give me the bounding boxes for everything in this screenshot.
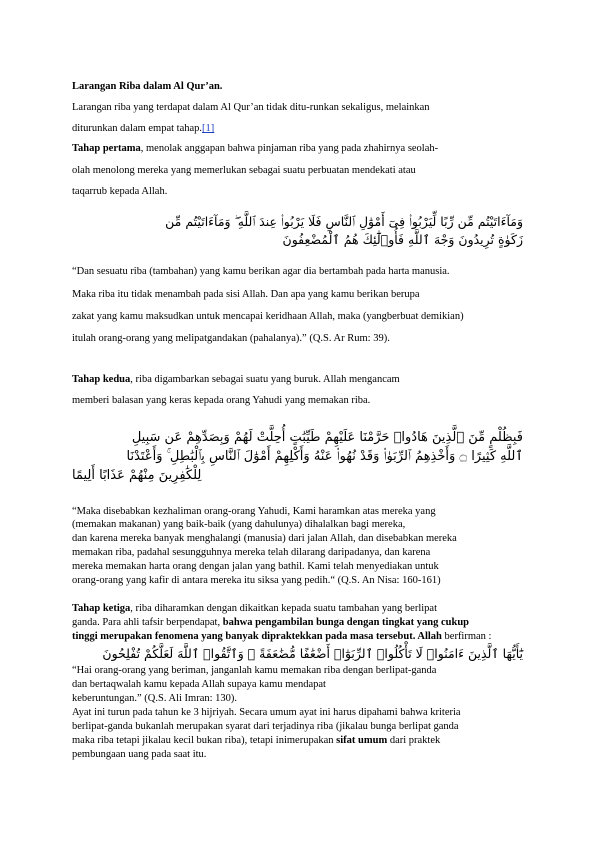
stage2-translation-line-4: memakan riba, padahal sesungguhnya mereka telah dilarang daripadanya, dan karena	[72, 547, 431, 558]
stage3-line-3-b: berfirman :	[441, 631, 492, 642]
stage1-translation-line-4: itulah orang-orang yang melipatgandakan (pahalanya).” (Q.S. Ar Rum: 39).	[72, 333, 390, 344]
stage1-arabic-line-2: زَكَوٰةٍ تُرِيدُونَ وَجْهَ ٱللَّهِ فَأُو۟لَٰٓئِكَ هُمُ ٱلْمُضْعِفُونَ	[282, 232, 523, 247]
stage2-translation-line-6: orang-orang yang kafir di antara mereka itu siksa yang pedih.“ (Q.S. An Nisa: 160-161)	[72, 575, 441, 586]
stage3-after-bold: dari praktek	[387, 735, 441, 746]
stage1-translation-line-2: Maka riba itu tidak menambah pada sisi Allah. Dan apa yang kamu berikan berupa	[72, 289, 420, 300]
stage3-translation-line-1: “Hai orang-orang yang beriman, janganlah kamu memakan riba dengan berlipat-ganda	[72, 665, 437, 676]
heading-text: Larangan Riba dalam Al Qur’an.	[72, 81, 223, 92]
stage2-line-1	[72, 373, 400, 386]
stage3-translation-line-4: Ayat ini turun pada tahun ke 3 hijriyah. Secara umum ayat ini harus dipahami bahwa kriteria	[72, 707, 461, 718]
stage3-line-2-a: ganda. Para ahli tafsir berpendapat,	[72, 617, 223, 628]
stage1-line-3: taqarrub kepada Allah.	[72, 186, 168, 197]
stage3-arabic-line-1: يَٰٓأَيُّهَا ٱلَّذِينَ ءَامَنُوا۟ لَا تَأْكُلُوا۟ ٱلرِّبَوٰٓا۟ أَضْعَٰفًا مُّضَٰعَفَةً ۖ وَٱتَّقُوا۟ ٱللَّهَ لَعَلَّكُمْ تُفْلِحُونَ	[102, 646, 523, 661]
stage2-translation-line-3: dan karena mereka banyak menghalangi (manusia) dari jalan Allah, dan disebabkan mereka	[72, 533, 457, 544]
stage3-line-3-bold: tinggi merupakan fenomena yang banyak dipraktekkan pada masa tersebut. Allah	[72, 631, 442, 642]
stage3-translation-line-5: berlipat-ganda bukanlah merupakan syarat dari terjadinya riba (jikalau bunga berlipat ganda	[72, 721, 459, 732]
stage3-line-2	[72, 616, 469, 629]
stage3-translation-line-6	[72, 734, 440, 747]
stage2-line-1-rest: , riba digambarkan sebagai suatu yang buruk. Allah mengancam	[130, 374, 400, 385]
stage3-last-line: pembungaan uang pada saat itu.	[72, 749, 207, 760]
footnote-link[interactable]: [1]	[202, 123, 215, 134]
stage1-line-1-rest: , menolak anggapan bahwa pinjaman riba yang pada zhahirnya seolah-	[140, 143, 439, 154]
stage3-translation-line-2: dan bertaqwalah kamu kepada Allah supaya kamu mendapat	[72, 679, 326, 690]
stage3-translation-line-6-text: maka riba tetapi jikalau kecil bukan riba), tetapi inimerupakan	[72, 735, 337, 746]
stage2-translation-line-5: mereka memakan harta orang dengan jalan yang bathil. Kami telah menyediakan untuk	[72, 561, 439, 572]
stage1-label: Tahap pertama	[72, 143, 141, 154]
stage3-line-3	[72, 630, 491, 643]
stage3-line-2-bold: bahwa pengambilan bunga dengan tingkat yang cukup	[222, 617, 469, 628]
intro-line-2-text: diturunkan dalam empat tahap.	[72, 123, 203, 134]
stage2-arabic-line-3: لِلْكَٰفِرِينَ مِنْهُمْ عَذَابًا أَلِيمًا	[72, 468, 202, 483]
stage1-line-1	[72, 142, 438, 155]
intro-line-2	[72, 122, 214, 135]
stage3-line-1-rest: , riba diharamkan dengan dikaitkan kepada suatu tambahan yang berlipat	[130, 603, 437, 614]
stage2-label: Tahap kedua	[72, 374, 131, 385]
stage3-line-1	[72, 602, 437, 615]
stage1-translation-line-3: zakat yang kamu maksudkan untuk mencapai keridhaan Allah, maka (yangberbuat demikian)	[72, 311, 464, 322]
stage2-line-2: memberi balasan yang keras kepada orang Yahudi yang memakan riba.	[72, 395, 371, 406]
stage1-translation-line-1: “Dan sesuatu riba (tambahan) yang kamu berikan agar dia bertambah pada harta manusia.	[72, 266, 450, 277]
stage3-translation-line-3: keberuntungan.” (Q.S. Ali Imran: 130).	[72, 693, 238, 704]
stage3-bold-phrase: sifat umum	[336, 735, 388, 746]
stage2-translation-line-1: “Maka disebabkan kezhaliman orang-orang Yahudi, Kami haramkan atas mereka yang	[72, 506, 436, 517]
stage2-arabic-line-1: فَبِظُلْمٍ مِّنَ ٱلَّذِينَ هَادُوا۟ حَرَّمْنَا عَلَيْهِمْ طَيِّبَٰتٍ أُحِلَّتْ لَهُمْ وَبِصَدِّهِمْ عَن سَبِيلِ	[131, 430, 523, 445]
intro-line-1: Larangan riba yang terdapat dalam Al Qur’an tidak ditu-runkan sekaligus, melainkan	[72, 102, 430, 113]
stage3-label: Tahap ketiga	[72, 603, 131, 614]
stage2-translation-line-2: (memakan makanan) yang baik-baik (yang dahulunya) dihalalkan bagi mereka,	[72, 519, 406, 530]
stage2-arabic-line-2: ٱللَّهِ كَثِيرًا ۝ وَأَخْذِهِمُ ٱلرِّبَوٰا۟ وَقَدْ نُهُوا۟ عَنْهُ وَأَكْلِهِمْ أَمْوَٰلَ ٱلنَّاسِ بِٱلْبَٰطِلِ ۚ وَأَعْتَدْنَا	[126, 449, 523, 464]
section-heading	[72, 80, 222, 93]
stage1-arabic-line-1: وَمَآءَاتَيْتُم مِّن رِّبًا لِّيَرْبُوا۟ فِىٓ أَمْوَٰلِ ٱلنَّاسِ فَلَا يَرْبُوا۟ عِندَ ٱللَّهِ ۖ وَمَآءَاتَيْتُم مِّن	[165, 214, 523, 229]
stage1-line-2: olah menolong mereka yang memerlukan sebagai suatu perbuatan mendekati atau	[72, 165, 416, 176]
